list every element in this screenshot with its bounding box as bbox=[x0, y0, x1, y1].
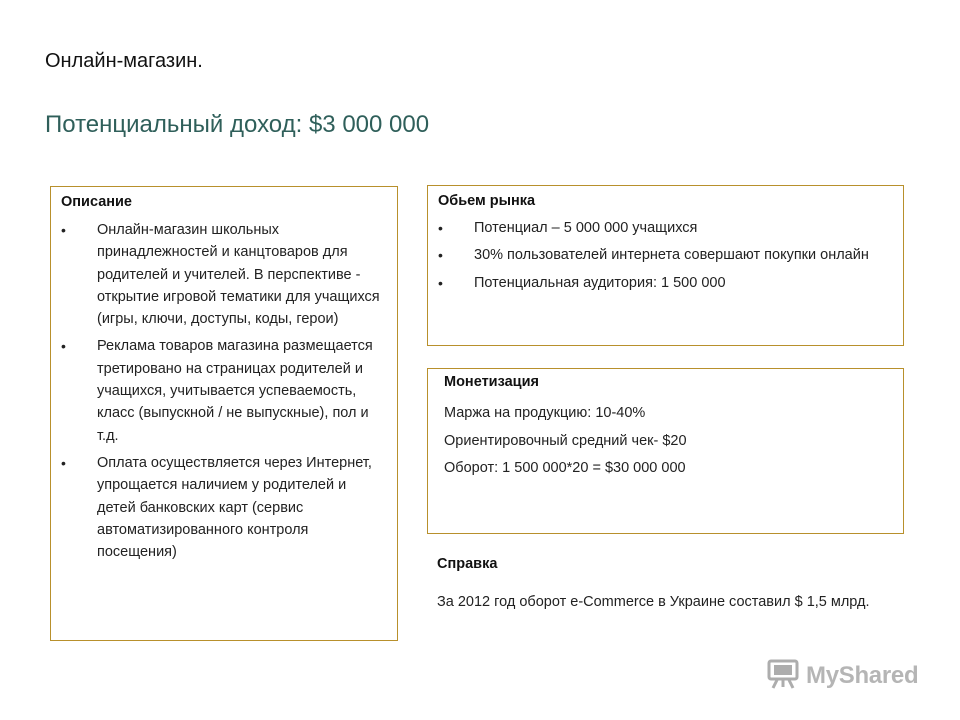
watermark-logo bbox=[766, 656, 918, 695]
list-item-text: Потенциал – 5 000 000 учащихся bbox=[474, 220, 698, 236]
market-heading: Обьем рынка bbox=[438, 193, 536, 209]
reference-note bbox=[437, 556, 907, 614]
bullet-icon: • bbox=[438, 274, 443, 291]
reference-text: За 2012 год оборот e-Commerce в Украине составил $ 1,5 млрд. bbox=[437, 594, 870, 610]
monetization-heading: Монетизация bbox=[444, 374, 539, 390]
list-item bbox=[438, 272, 894, 294]
monetization-box bbox=[427, 368, 904, 534]
monetization-line: Маржа на продукцию: 10-40% bbox=[444, 405, 646, 421]
list-item bbox=[438, 244, 894, 266]
projector-icon bbox=[766, 656, 800, 695]
slide-subtitle: Потенциальный доход: $3 000 000 bbox=[45, 111, 430, 138]
list-item-text: Оплата осуществляется через Интернет, упрощается наличием у родителей и детей банковских карт (сервис автоматизированного контроля посещения) bbox=[97, 454, 372, 561]
market-list bbox=[438, 217, 894, 299]
list-item bbox=[61, 335, 387, 446]
list-item-text: Реклама товаров магазина размещается третировано на страницах родителей и учащихся, учитывается успеваемость, класс (выпускной / не выпускные), пол и т.д. bbox=[97, 338, 373, 444]
market-box bbox=[427, 185, 904, 346]
bullet-icon: • bbox=[61, 338, 66, 355]
list-item bbox=[438, 217, 894, 239]
description-box bbox=[50, 186, 398, 641]
bullet-icon: • bbox=[438, 220, 443, 236]
list-item-text: Онлайн-магазин школьных принадлежностей и канцтоваров для родителей и учителей. В перспективе - открытие игровой тематики для учащихся (игры, ключи, доступы, коды, герои) bbox=[97, 222, 380, 328]
monetization-line: Оборот: 1 500 000*20 = $30 000 000 bbox=[444, 460, 686, 476]
description-list bbox=[61, 219, 387, 568]
list-item bbox=[61, 219, 387, 330]
watermark-text: MyShared bbox=[806, 661, 919, 689]
bullet-icon: • bbox=[61, 454, 66, 471]
bullet-icon: • bbox=[61, 222, 66, 238]
description-heading: Описание bbox=[61, 194, 132, 210]
monetization-line: Ориентировочный средний чек- $20 bbox=[444, 432, 687, 449]
list-item-text: 30% пользователей интернета совершают покупки онлайн bbox=[474, 247, 869, 264]
slide-title: Онлайн-магазин. bbox=[45, 50, 203, 72]
bullet-icon: • bbox=[438, 247, 443, 264]
reference-heading: Справка bbox=[437, 556, 498, 572]
monetization-lines bbox=[444, 400, 687, 483]
list-item-text: Потенциальная аудитория: 1 500 000 bbox=[474, 274, 726, 291]
list-item bbox=[61, 452, 387, 563]
